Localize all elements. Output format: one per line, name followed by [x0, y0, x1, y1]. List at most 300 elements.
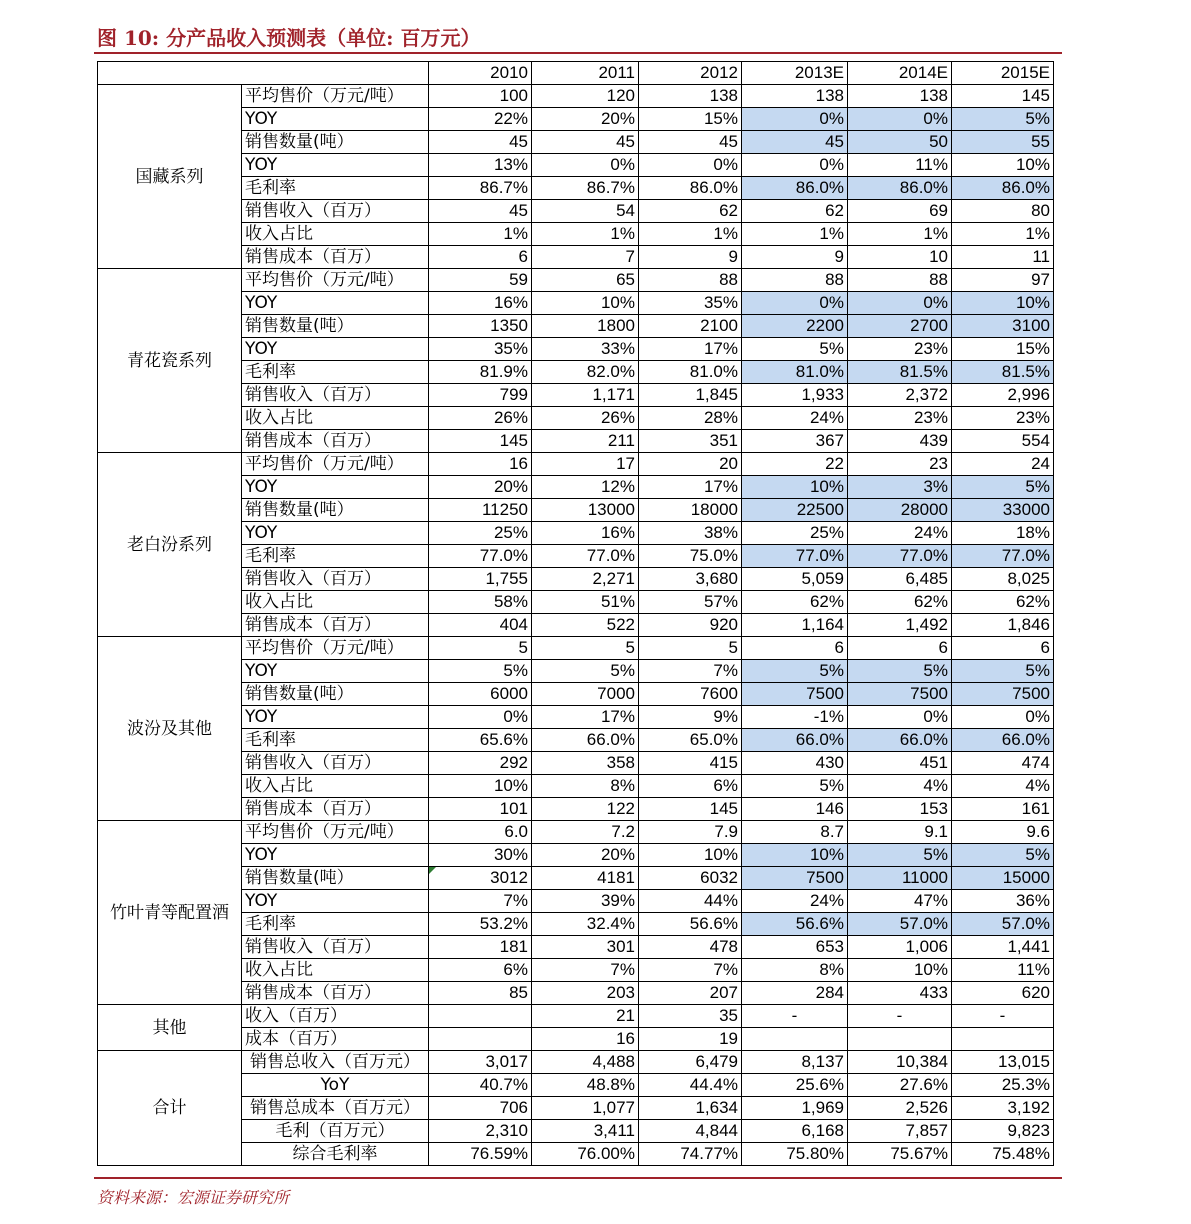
value-cell: 56.6%: [742, 913, 848, 936]
value-cell: 1%: [532, 223, 639, 246]
value-cell: 44.4%: [639, 1074, 742, 1097]
value-cell: 6,485: [848, 568, 952, 591]
value-cell: 145: [429, 430, 532, 453]
table-row: [98, 1120, 1054, 1143]
value-cell: 5%: [429, 660, 532, 683]
value-cell: 11250: [429, 499, 532, 522]
value-cell: 7.2: [532, 821, 639, 844]
value-cell: 7,857: [848, 1120, 952, 1143]
value-cell: 181: [429, 936, 532, 959]
value-cell: 45: [429, 200, 532, 223]
value-cell: 44%: [639, 890, 742, 913]
value-cell: 0%: [532, 154, 639, 177]
value-cell: [429, 1005, 532, 1028]
value-cell: 77.0%: [532, 545, 639, 568]
row-label: 销售数量(吨）: [242, 683, 429, 706]
value-cell: 0%: [429, 706, 532, 729]
value-cell: -: [952, 1005, 1054, 1028]
table-row: [98, 430, 1054, 453]
table-row: [98, 292, 1054, 315]
value-cell: 1,492: [848, 614, 952, 637]
value-cell: 554: [952, 430, 1054, 453]
value-cell: 25.6%: [742, 1074, 848, 1097]
value-cell: 1%: [429, 223, 532, 246]
value-cell: 367: [742, 430, 848, 453]
title-rule: [94, 52, 1062, 54]
value-cell: 26%: [532, 407, 639, 430]
value-cell: 7.9: [639, 821, 742, 844]
value-cell: 28000: [848, 499, 952, 522]
value-cell: 0%: [952, 706, 1054, 729]
value-cell: 57.0%: [952, 913, 1054, 936]
value-cell: 54: [532, 200, 639, 223]
value-cell: 7500: [952, 683, 1054, 706]
value-cell: 1%: [639, 223, 742, 246]
group-label: 老白汾系列: [98, 453, 242, 637]
table-row: [98, 361, 1054, 384]
value-cell: 1,969: [742, 1097, 848, 1120]
value-cell: 10%: [742, 844, 848, 867]
value-cell: 23%: [848, 407, 952, 430]
table-row: [98, 338, 1054, 361]
value-cell: 81.0%: [639, 361, 742, 384]
group-label: 竹叶青等配置酒: [98, 821, 242, 1005]
value-cell: 76.59%: [429, 1143, 532, 1166]
row-label: 销售成本（百万）: [242, 614, 429, 637]
value-cell: 48.8%: [532, 1074, 639, 1097]
value-cell: 11%: [848, 154, 952, 177]
value-cell: 2,372: [848, 384, 952, 407]
table-row: [98, 108, 1054, 131]
value-cell: 17%: [532, 706, 639, 729]
value-cell: 1%: [742, 223, 848, 246]
figure-title: 图 10: 分产品收入预测表（单位: 百万元）: [97, 26, 481, 50]
value-cell: 122: [532, 798, 639, 821]
value-cell: 51%: [532, 591, 639, 614]
value-cell: 1%: [952, 223, 1054, 246]
value-cell: 6032: [639, 867, 742, 890]
table-row: [98, 913, 1054, 936]
value-cell: 7500: [848, 683, 952, 706]
row-label: YOY: [242, 706, 429, 729]
value-cell: 66.0%: [848, 729, 952, 752]
value-cell: 50: [848, 131, 952, 154]
value-cell: 8%: [742, 959, 848, 982]
row-label: 销售成本（百万）: [242, 982, 429, 1005]
value-cell: 2700: [848, 315, 952, 338]
value-cell: 6: [848, 637, 952, 660]
value-cell: 3012: [429, 867, 532, 890]
value-cell: 5: [532, 637, 639, 660]
value-cell: 101: [429, 798, 532, 821]
table-row: [98, 315, 1054, 338]
table-row: [98, 476, 1054, 499]
value-cell: 65.6%: [429, 729, 532, 752]
value-cell: 1350: [429, 315, 532, 338]
value-cell: 75.0%: [639, 545, 742, 568]
row-label: 销售数量(吨）: [242, 867, 429, 890]
value-cell: 57.0%: [848, 913, 952, 936]
value-cell: 1,077: [532, 1097, 639, 1120]
row-label: 销售数量(吨）: [242, 131, 429, 154]
row-label: YOY: [242, 154, 429, 177]
value-cell: 3,017: [429, 1051, 532, 1074]
value-cell: 6%: [639, 775, 742, 798]
value-cell: 7600: [639, 683, 742, 706]
table-row: [98, 683, 1054, 706]
value-cell: 66.0%: [532, 729, 639, 752]
value-cell: 430: [742, 752, 848, 775]
value-cell: 9%: [639, 706, 742, 729]
table-row: [98, 775, 1054, 798]
row-label: 综合毛利率: [242, 1143, 429, 1166]
row-label: 销售数量(吨）: [242, 315, 429, 338]
value-cell: 62: [639, 200, 742, 223]
value-cell: 10%: [952, 154, 1054, 177]
row-label: YOY: [242, 108, 429, 131]
value-cell: 7500: [742, 867, 848, 890]
table-row: [98, 637, 1054, 660]
value-cell: 9.6: [952, 821, 1054, 844]
row-label: YOY: [242, 844, 429, 867]
table-row: [98, 1143, 1054, 1166]
value-cell: [952, 1028, 1054, 1051]
table-row: [98, 85, 1054, 108]
value-cell: 284: [742, 982, 848, 1005]
value-cell: 66.0%: [742, 729, 848, 752]
value-cell: 146: [742, 798, 848, 821]
value-cell: 100: [429, 85, 532, 108]
value-cell: 55: [952, 131, 1054, 154]
value-cell: 620: [952, 982, 1054, 1005]
value-cell: 17%: [639, 476, 742, 499]
value-cell: 9.1: [848, 821, 952, 844]
column-header-2010: 2010: [429, 62, 532, 85]
value-cell: 22%: [429, 108, 532, 131]
value-cell: 13%: [429, 154, 532, 177]
row-label: 销售数量(吨）: [242, 499, 429, 522]
value-cell: 7500: [742, 683, 848, 706]
value-cell: 24%: [742, 890, 848, 913]
table-row: [98, 200, 1054, 223]
row-label: 收入占比: [242, 959, 429, 982]
row-label: 毛利率: [242, 545, 429, 568]
table-row: [98, 384, 1054, 407]
value-cell: 203: [532, 982, 639, 1005]
value-cell: 10%: [639, 844, 742, 867]
group-label: 青花瓷系列: [98, 269, 242, 453]
value-cell: 10%: [429, 775, 532, 798]
value-cell: 66.0%: [952, 729, 1054, 752]
value-cell: 8,025: [952, 568, 1054, 591]
value-cell: 1,846: [952, 614, 1054, 637]
table-row: [98, 246, 1054, 269]
value-cell: 5%: [952, 108, 1054, 131]
value-cell: 81.5%: [952, 361, 1054, 384]
row-label: 收入占比: [242, 223, 429, 246]
table-row: [98, 890, 1054, 913]
value-cell: 22: [742, 453, 848, 476]
value-cell: 39%: [532, 890, 639, 913]
value-cell: 653: [742, 936, 848, 959]
value-cell: 62: [742, 200, 848, 223]
table-row: [98, 1051, 1054, 1074]
value-cell: 23%: [848, 338, 952, 361]
value-cell: 358: [532, 752, 639, 775]
value-cell: 20: [639, 453, 742, 476]
source-note: 资料来源：宏源证券研究所: [97, 1188, 290, 1207]
value-cell: 292: [429, 752, 532, 775]
value-cell: 23: [848, 453, 952, 476]
value-cell: 8%: [532, 775, 639, 798]
table-row: [98, 1074, 1054, 1097]
product-revenue-forecast-table: [97, 61, 1054, 1166]
value-cell: 13,015: [952, 1051, 1054, 1074]
value-cell: 17%: [639, 338, 742, 361]
value-cell: 0%: [639, 154, 742, 177]
row-label: 平均售价（万元/吨）: [242, 85, 429, 108]
value-cell: 5%: [848, 660, 952, 683]
value-cell: -1%: [742, 706, 848, 729]
table-row: [98, 407, 1054, 430]
value-cell: 75.80%: [742, 1143, 848, 1166]
value-cell: 40.7%: [429, 1074, 532, 1097]
table-row: [98, 936, 1054, 959]
value-cell: 3,192: [952, 1097, 1054, 1120]
value-cell: 11000: [848, 867, 952, 890]
value-cell: 5%: [952, 660, 1054, 683]
group-label: 国藏系列: [98, 85, 242, 269]
value-cell: 0%: [742, 154, 848, 177]
value-cell: 1,755: [429, 568, 532, 591]
value-cell: 32.4%: [532, 913, 639, 936]
value-cell: 27.6%: [848, 1074, 952, 1097]
row-label: 收入占比: [242, 407, 429, 430]
value-cell: 24%: [848, 522, 952, 545]
table-row: [98, 706, 1054, 729]
value-cell: 16: [532, 1028, 639, 1051]
value-cell: 15%: [639, 108, 742, 131]
value-cell: 86.0%: [639, 177, 742, 200]
value-cell: 35: [639, 1005, 742, 1028]
value-cell: 88: [848, 269, 952, 292]
value-cell: 15%: [952, 338, 1054, 361]
value-cell: [429, 1028, 532, 1051]
row-label: 平均售价（万元/吨）: [242, 821, 429, 844]
value-cell: 1,164: [742, 614, 848, 637]
value-cell: 6%: [429, 959, 532, 982]
value-cell: 81.9%: [429, 361, 532, 384]
value-cell: [848, 1028, 952, 1051]
row-label: 收入占比: [242, 775, 429, 798]
table-row: [98, 568, 1054, 591]
value-cell: 451: [848, 752, 952, 775]
value-cell: -: [848, 1005, 952, 1028]
value-cell: 2,526: [848, 1097, 952, 1120]
value-cell: 8,137: [742, 1051, 848, 1074]
value-cell: 69: [848, 200, 952, 223]
row-label: 销售收入（百万）: [242, 936, 429, 959]
value-cell: 97: [952, 269, 1054, 292]
table-row: [98, 660, 1054, 683]
value-cell: 5%: [742, 775, 848, 798]
value-cell: 7%: [639, 660, 742, 683]
row-label: 毛利率: [242, 729, 429, 752]
value-cell: 28%: [639, 407, 742, 430]
value-cell: 38%: [639, 522, 742, 545]
row-label: 收入占比: [242, 591, 429, 614]
value-cell: 77.0%: [952, 545, 1054, 568]
table-row: [98, 1005, 1054, 1028]
value-cell: 45: [532, 131, 639, 154]
row-label: 销售成本（百万）: [242, 430, 429, 453]
value-cell: 23%: [952, 407, 1054, 430]
value-cell: 0%: [742, 108, 848, 131]
value-cell: 86.7%: [429, 177, 532, 200]
value-cell: 25%: [742, 522, 848, 545]
table-row: [98, 545, 1054, 568]
value-cell: 120: [532, 85, 639, 108]
table-row: [98, 729, 1054, 752]
value-cell: 12%: [532, 476, 639, 499]
table-row: [98, 844, 1054, 867]
value-cell: 10: [848, 246, 952, 269]
value-cell: 62%: [742, 591, 848, 614]
row-label: 平均售价（万元/吨）: [242, 453, 429, 476]
value-cell: 3100: [952, 315, 1054, 338]
value-cell: 62%: [848, 591, 952, 614]
row-label: 销售成本（百万）: [242, 798, 429, 821]
value-cell: 1,845: [639, 384, 742, 407]
value-cell: 415: [639, 752, 742, 775]
value-cell: 301: [532, 936, 639, 959]
value-cell: 80: [952, 200, 1054, 223]
value-cell: 145: [952, 85, 1054, 108]
value-cell: 74.77%: [639, 1143, 742, 1166]
row-label: 毛利（百万元）: [242, 1120, 429, 1143]
value-cell: 18000: [639, 499, 742, 522]
value-cell: 706: [429, 1097, 532, 1120]
value-cell: 7%: [639, 959, 742, 982]
value-cell: 86.7%: [532, 177, 639, 200]
value-cell: 45: [639, 131, 742, 154]
value-cell: 404: [429, 614, 532, 637]
value-cell: 1800: [532, 315, 639, 338]
table-row: [98, 982, 1054, 1005]
value-cell: 5: [429, 637, 532, 660]
value-cell: 17: [532, 453, 639, 476]
value-cell: 59: [429, 269, 532, 292]
value-cell: 20%: [429, 476, 532, 499]
value-cell: 11: [952, 246, 1054, 269]
value-cell: 16%: [532, 522, 639, 545]
value-cell: 77.0%: [429, 545, 532, 568]
row-label: 销售收入（百万）: [242, 384, 429, 407]
value-cell: 5%: [742, 338, 848, 361]
value-cell: 6,168: [742, 1120, 848, 1143]
value-cell: 24: [952, 453, 1054, 476]
row-label: 销售收入（百万）: [242, 568, 429, 591]
value-cell: 2,271: [532, 568, 639, 591]
value-cell: 45: [429, 131, 532, 154]
value-cell: 4,844: [639, 1120, 742, 1143]
value-cell: 88: [742, 269, 848, 292]
value-cell: 1,441: [952, 936, 1054, 959]
value-cell: 35%: [639, 292, 742, 315]
value-cell: 86.0%: [742, 177, 848, 200]
row-label: 收入（百万）: [242, 1005, 429, 1028]
value-cell: 3,680: [639, 568, 742, 591]
value-cell: 21: [532, 1005, 639, 1028]
value-cell: 10%: [742, 476, 848, 499]
value-cell: 5%: [848, 844, 952, 867]
value-cell: 9,823: [952, 1120, 1054, 1143]
value-cell: 10%: [952, 292, 1054, 315]
value-cell: 920: [639, 614, 742, 637]
value-cell: 3%: [848, 476, 952, 499]
value-cell: 57%: [639, 591, 742, 614]
value-cell: 36%: [952, 890, 1054, 913]
value-cell: 3,411: [532, 1120, 639, 1143]
value-cell: 75.48%: [952, 1143, 1054, 1166]
value-cell: 62%: [952, 591, 1054, 614]
value-cell: 5%: [952, 844, 1054, 867]
row-label: YOY: [242, 660, 429, 683]
value-cell: 2,996: [952, 384, 1054, 407]
value-cell: 53.2%: [429, 913, 532, 936]
value-cell: 439: [848, 430, 952, 453]
value-cell: 6: [742, 637, 848, 660]
row-label: 销售总收入（百万元）: [242, 1051, 429, 1074]
table-row: [98, 959, 1054, 982]
table-row: [98, 499, 1054, 522]
value-cell: 0%: [848, 292, 952, 315]
value-cell: 77.0%: [848, 545, 952, 568]
row-label: YOY: [242, 476, 429, 499]
column-header-2011: 2011: [532, 62, 639, 85]
value-cell: 138: [742, 85, 848, 108]
group-label: 其他: [98, 1005, 242, 1051]
table-row: [98, 752, 1054, 775]
column-header-2014e: 2014E: [848, 62, 952, 85]
table-row: [98, 154, 1054, 177]
value-cell: 2200: [742, 315, 848, 338]
value-cell: 81.5%: [848, 361, 952, 384]
value-cell: 10%: [848, 959, 952, 982]
value-cell: 18%: [952, 522, 1054, 545]
value-cell: 13000: [532, 499, 639, 522]
value-cell: 20%: [532, 844, 639, 867]
header-corner-cell: [98, 62, 429, 85]
row-label: 平均售价（万元/吨）: [242, 269, 429, 292]
value-cell: 5,059: [742, 568, 848, 591]
value-cell: 88: [639, 269, 742, 292]
row-label: 销售收入（百万）: [242, 200, 429, 223]
value-cell: 0%: [848, 108, 952, 131]
value-cell: 81.0%: [742, 361, 848, 384]
table-row: [98, 591, 1054, 614]
value-cell: 138: [639, 85, 742, 108]
value-cell: 1%: [848, 223, 952, 246]
row-label: 销售总成本（百万元）: [242, 1097, 429, 1120]
value-cell: 6: [429, 246, 532, 269]
value-cell: 33000: [952, 499, 1054, 522]
value-cell: 7%: [532, 959, 639, 982]
row-label: 销售成本（百万）: [242, 246, 429, 269]
value-cell: 16: [429, 453, 532, 476]
value-cell: 161: [952, 798, 1054, 821]
value-cell: -: [742, 1005, 848, 1028]
